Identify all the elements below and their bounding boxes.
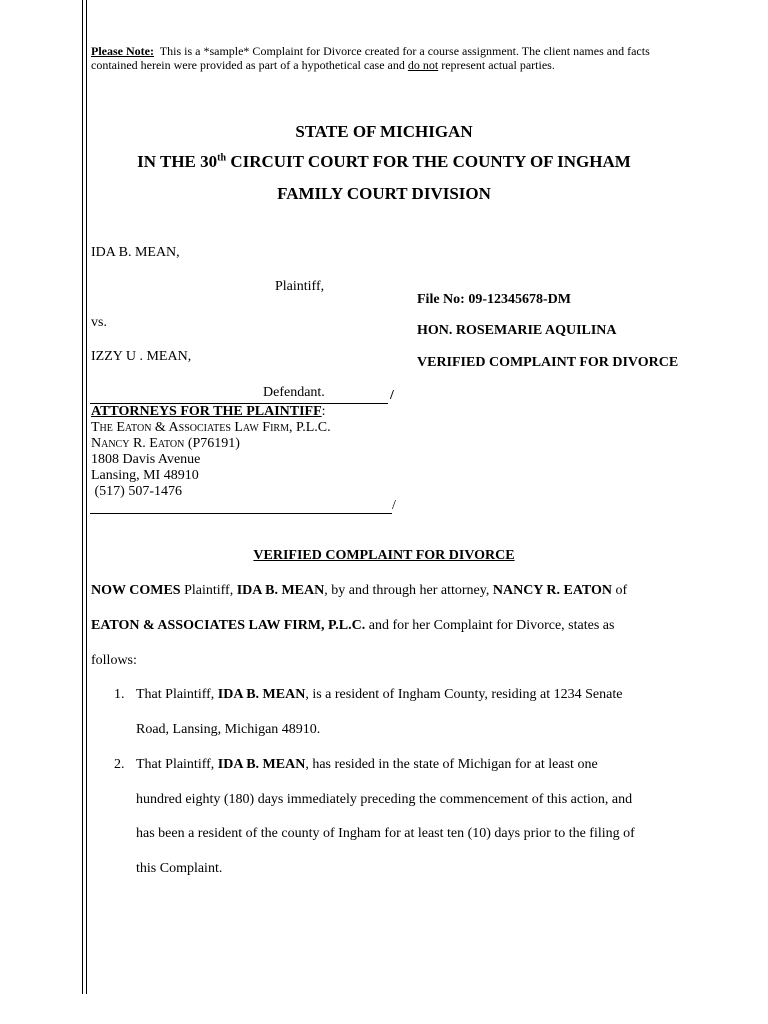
note-text-2: represent actual parties. [438, 58, 555, 72]
note-text-1: This is a *sample* Complaint for Divorce created for a course assignment. The client names and facts contained herein were provided as part of a hypothetical case and [91, 44, 650, 72]
item-number-2: 2. [114, 757, 125, 772]
firm-city: Lansing, MI 48910 [91, 468, 199, 483]
item-2-line-1 [136, 757, 598, 773]
item-2-text-b: , has resided in the state of Michigan for at least one [305, 757, 598, 772]
item-1-plaintiff: IDA B. MEAN [217, 687, 306, 702]
firm-street: 1808 Davis Avenue [91, 452, 201, 467]
item-1-text-a: That Plaintiff, [136, 687, 218, 702]
defendant-role: Defendant. [263, 385, 325, 400]
intro-firm: EATON & ASSOCIATES LAW FIRM, P.L.C. [91, 618, 366, 633]
intro-text-a: Plaintiff, [180, 583, 237, 598]
court-post: CIRCUIT COURT FOR THE COUNTY OF INGHAM [226, 152, 631, 171]
plaintiff-name: IDA B. MEAN, [91, 245, 180, 260]
law-firm: The Eaton & Associates Law Firm, P.L.C. [91, 420, 331, 435]
intro-text-b: , by and through her attorney, [324, 583, 493, 598]
firm-phone: (517) 507-1476 [91, 484, 182, 499]
intro-attorney: NANCY R. EATON [492, 583, 612, 598]
item-2-line-4: this Complaint. [136, 861, 223, 876]
attorneys-underline [90, 513, 392, 514]
item-1-line-2: Road, Lansing, Michigan 48910. [136, 722, 321, 737]
item-1-line-1 [136, 687, 622, 703]
division-heading: FAMILY COURT DIVISION [277, 184, 491, 203]
file-number: File No: 09-12345678-DM [417, 292, 571, 307]
intro-plaintiff: IDA B. MEAN [236, 583, 325, 598]
disclaimer-note [91, 44, 671, 72]
attorneys-heading-text: ATTORNEYS FOR THE PLAINTIFF [91, 404, 322, 419]
complaint-title: VERIFIED COMPLAINT FOR DIVORCE [253, 548, 515, 563]
note-underlined: do not [407, 58, 439, 72]
judge-name: HON. ROSEMARIE AQUILINA [417, 323, 617, 338]
intro-line-3: follows: [91, 653, 137, 668]
intro-line-1 [91, 583, 627, 599]
item-2-line-3: has been a resident of the county of Ingham for at least ten (10) days prior to the filing of [136, 826, 635, 841]
defendant-name: IZZY U . MEAN, [91, 349, 192, 364]
plaintiff-role: Plaintiff, [275, 279, 325, 294]
court-sup: th [217, 152, 227, 164]
intro-now-comes: NOW COMES [91, 583, 181, 598]
attorney-line [91, 436, 240, 452]
intro-line-2 [91, 618, 614, 634]
state-heading: STATE OF MICHIGAN [295, 122, 473, 141]
attorney-bar-number: (P76191) [187, 436, 240, 451]
caption-slash: / [390, 388, 394, 403]
attorneys-slash: / [392, 498, 396, 513]
versus: vs. [91, 315, 107, 330]
item-1-text-b: , is a resident of Ingham County, residing at 1234 Senate [305, 687, 623, 702]
court-pre: IN THE 30 [137, 152, 218, 171]
item-2-plaintiff: IDA B. MEAN [217, 757, 306, 772]
item-2-line-2: hundred eighty (180) days immediately preceding the commencement of this action, and [136, 792, 633, 807]
margin-rule-left [82, 0, 83, 994]
note-label: Please Note: [91, 44, 154, 58]
attorneys-heading-colon: : [321, 404, 326, 419]
margin-rule-right [86, 0, 87, 994]
intro-text-c: of [612, 583, 628, 598]
intro-text-d: and for her Complaint for Divorce, states as [365, 618, 615, 633]
item-2-text-a: That Plaintiff, [136, 757, 218, 772]
document-type: VERIFIED COMPLAINT FOR DIVORCE [417, 355, 679, 370]
item-number-1: 1. [114, 687, 125, 702]
attorney-name: Nancy R. Eaton [91, 436, 185, 451]
attorneys-heading [91, 404, 326, 420]
court-heading [0, 152, 768, 172]
